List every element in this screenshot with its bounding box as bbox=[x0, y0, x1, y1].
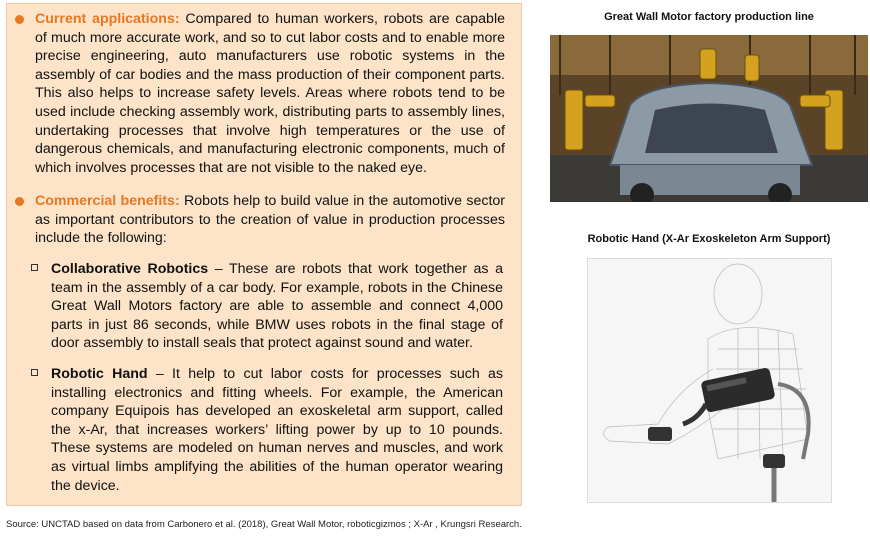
checkbox-bullet-icon bbox=[31, 369, 38, 376]
robotic-hand-photo bbox=[587, 258, 832, 503]
bullet-dot bbox=[15, 197, 24, 206]
collaborative-robotics-text: – These are robots that work together as a team in the assembly of a car body. For example, robots in the Chinese Great Wall Motors factory are able to assemble and connect 4,000 parts in just 86 seconds, while BMW uses robots in the final stage of door assembly to install seals that protect against sound and water. bbox=[51, 261, 503, 352]
commercial-benefits-heading: Commercial benefits: bbox=[35, 193, 180, 209]
robotic-hand-text: – It help to cut labor costs for processes such as installing electronics and fitting wheels. For example, the American company Equipois has developed an exoskeletal arm support, called the x-Ar, that increases workers’ lifting power by up to 10 pounds. These systems are modeled on human nerves and muscles, and work as virtual limbs amplifying the abilities of the human operator wearing the device. bbox=[51, 366, 504, 494]
checkbox-bullet-icon bbox=[31, 264, 38, 271]
factory-photo bbox=[550, 35, 868, 202]
factory-caption: Great Wall Motor factory production line bbox=[604, 11, 814, 23]
collaborative-robotics-title: Collaborative Robotics bbox=[51, 261, 209, 277]
current-applications-text: Compared to human workers, robots are capable of much more accurate work, and so to cut labor costs and to enable more precise engineering, auto manufacturers use robotic systems in the assembly of car bodies and the mass production of their component parts. This also helps to increase safety levels. Areas where robots tend to be used include checking assembly work, distributing parts to assembly lines, undertaking processes that involve high temperatures or the use of dangerous chemicals, and manufacturing electronic components, much of which involves processes that are not visible to the naked eye. bbox=[35, 11, 505, 176]
commercial-benefits-block bbox=[21, 192, 505, 248]
collaborative-robotics-item bbox=[31, 260, 503, 353]
current-applications-block bbox=[21, 10, 505, 177]
robotic-hand-item bbox=[31, 365, 503, 495]
commercial-benefits-text: Robots help to build value in the automotive sector as important contributors to the creation of value in production processes include the following: bbox=[35, 193, 506, 247]
bullet-dot bbox=[15, 15, 24, 24]
current-applications-heading: Current applications: bbox=[35, 11, 180, 27]
robotic-hand-caption: Robotic Hand (X-Ar Exoskeleton Arm Support) bbox=[587, 233, 831, 245]
text-panel bbox=[6, 3, 522, 506]
robotic-hand-title: Robotic Hand bbox=[51, 366, 148, 382]
exoskeleton-illustration bbox=[588, 259, 831, 502]
factory-illustration bbox=[550, 35, 868, 202]
source-note: Source: UNCTAD based on data from Carbonero et al. (2018), Great Wall Motor, roboticgizmos ; X-Ar , Krungsri Research. bbox=[6, 519, 522, 530]
